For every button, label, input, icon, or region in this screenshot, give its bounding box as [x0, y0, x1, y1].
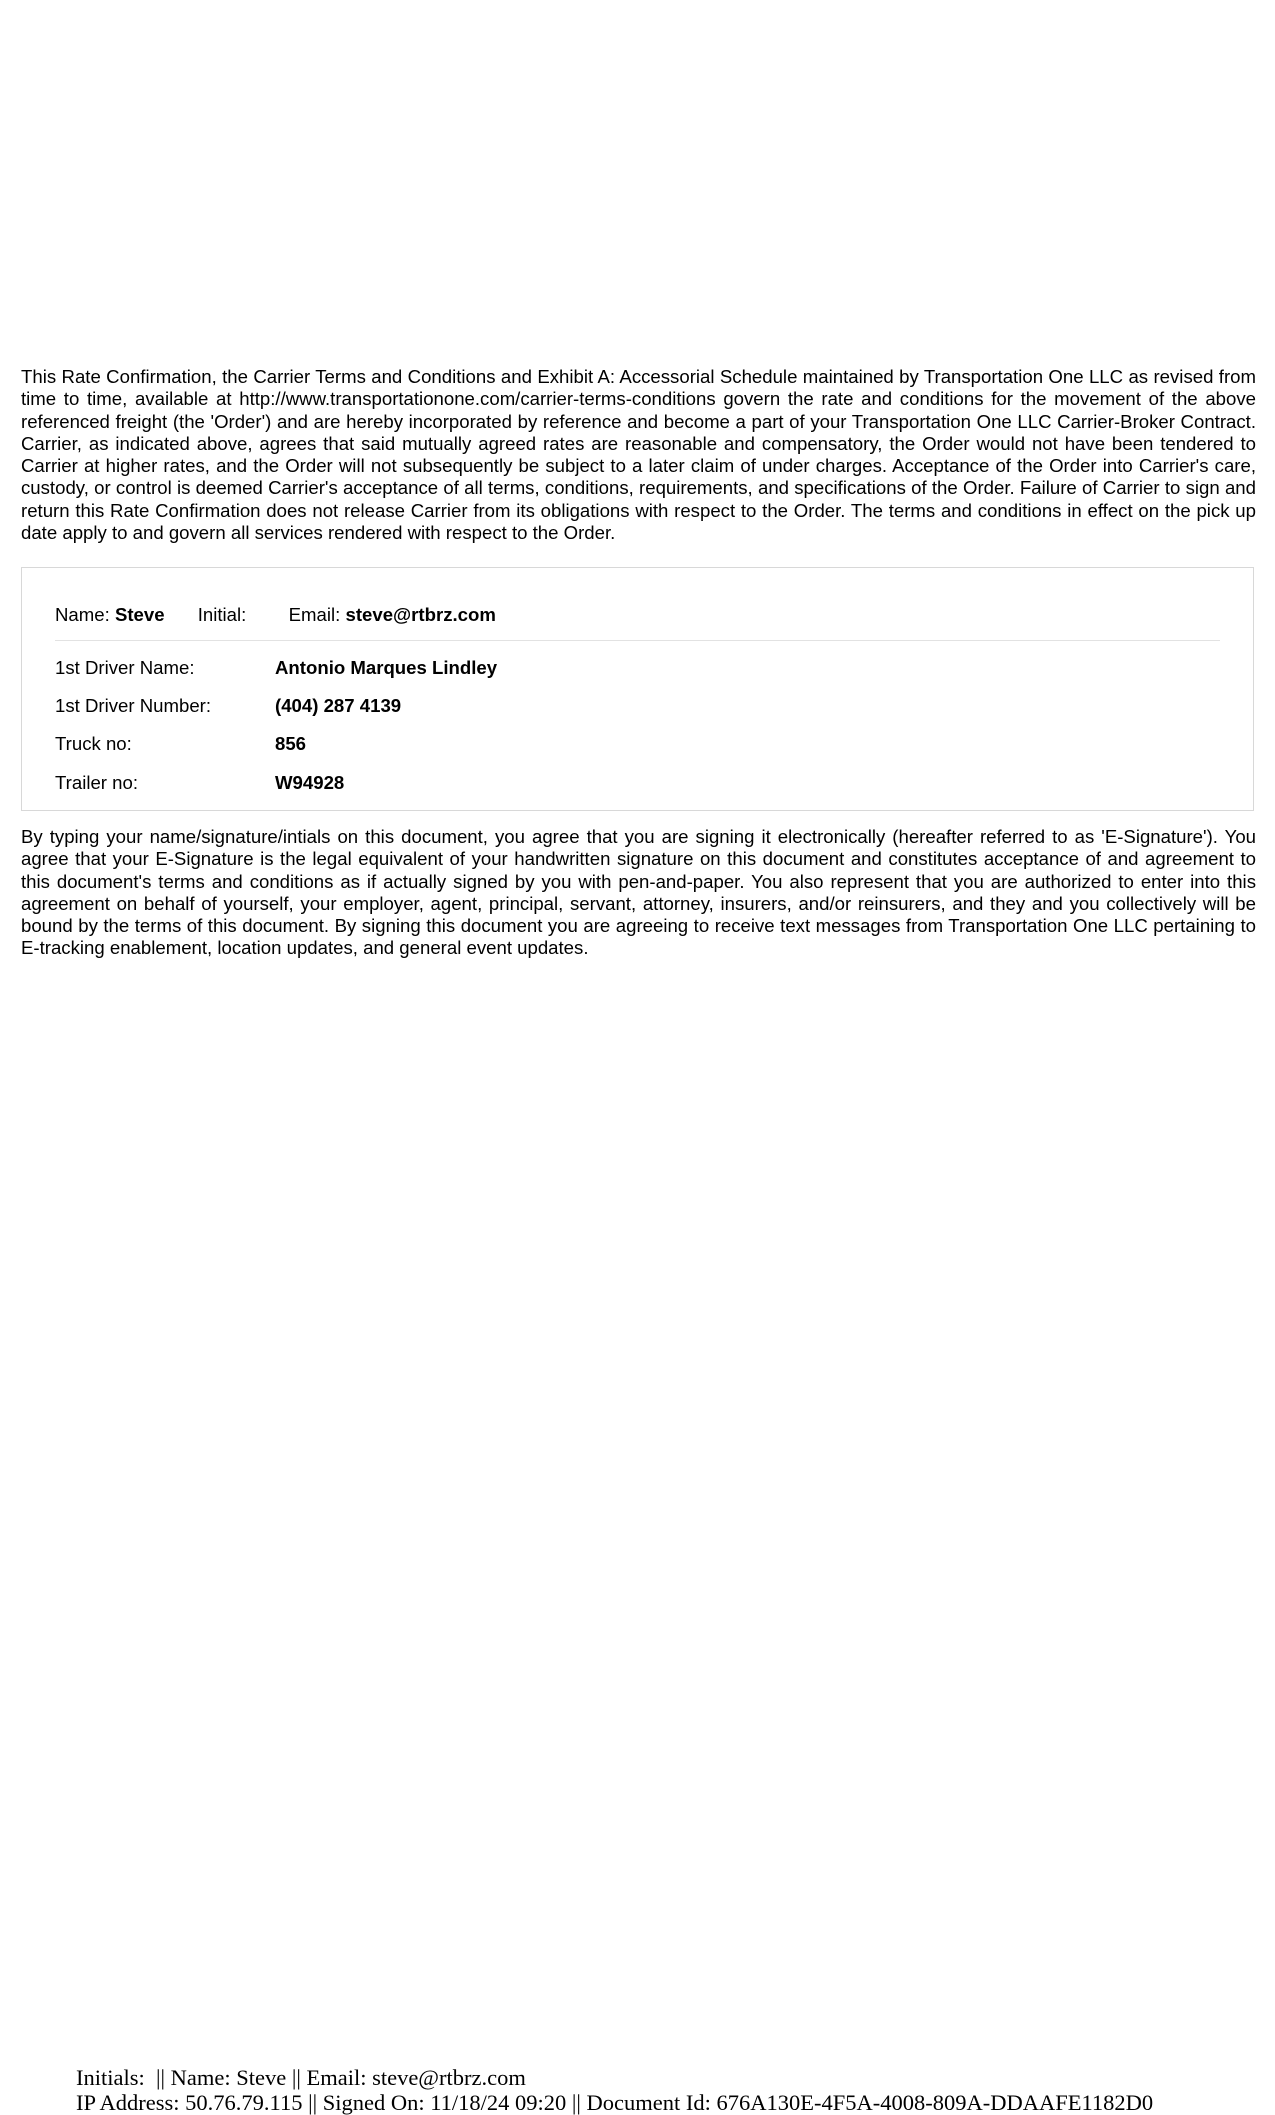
signer-email-label: Email: [288, 604, 341, 625]
field-value: W94928 [275, 772, 345, 793]
signer-name-value: Steve [114, 604, 165, 625]
field-label: 1st Driver Name: [55, 657, 195, 678]
signer-initial [198, 604, 252, 626]
footer-line-audit: IP Address: 50.76.79.115 || Signed On: 11/18/24 09:20 || Document Id: 676A130E-4F5A-4008-809A-DDAAFE1182D0 [76, 2090, 1154, 2115]
field-driver-name [55, 657, 497, 679]
field-label: Trailer no: [55, 772, 139, 793]
field-value: Antonio Marques Lindley [275, 657, 498, 678]
footer-line-signer: Initials: || Name: Steve || Email: steve@rtbrz.com [76, 2065, 526, 2090]
signature-footer [76, 2065, 1153, 2115]
field-value: (404) 287 4139 [275, 695, 402, 716]
field-value: 856 [275, 733, 307, 754]
signature-box [21, 567, 1254, 811]
signer-name-label: Name: [55, 604, 110, 625]
field-driver-number [55, 695, 401, 717]
signer-initial-label: Initial: [197, 604, 247, 625]
field-trailer-no [55, 772, 344, 794]
field-truck-no [55, 733, 306, 755]
signer-name [55, 604, 165, 626]
signer-email-value: steve@rtbrz.com [345, 604, 496, 625]
divider [55, 640, 1220, 641]
terms-paragraph: This Rate Confirmation, the Carrier Terms and Conditions and Exhibit A: Accessorial Schedule maintained by Transportation One LLC as revised from time to time, available at http://www.transportationone.com/carrier-terms-conditions govern the rate and conditions for the movement of the above referenced freight (the 'Order') and are hereby incorporated by reference and become a part of your Transportation One LLC Carrier-Broker Contract. Carrier, as indicated above, agrees that said mutually agreed rates are reasonable and compensatory, the Order would not have been tendered to Carrier at higher rates, and the Order will not subsequently be subject to a later claim of under charges. Acceptance of the Order into Carrier's care, custody, or control is deemed Carrier's acceptance of all terms, conditions, requirements, and specifications of the Order. Failure of Carrier to sign and return this Rate Confirmation does not release Carrier from its obligations with respect to the Order. The terms and conditions in effect on the pick up date apply to and govern all services rendered with respect to the Order. [21, 366, 1256, 544]
esignature-agreement-paragraph: By typing your name/signature/intials on this document, you agree that you are signing it electronically (hereafter referred to as 'E-Signature'). You agree that your E-Signature is the legal equivalent of your handwritten signature on this document and constitutes acceptance of and agreement to this document's terms and conditions as if actually signed by you with pen-and-paper. You also represent that you are authorized to enter into this agreement on behalf of yourself, your employer, agent, principal, servant, attorney, insurers, and/or reinsurers, and they and you collectively will be bound by the terms of this document. By signing this document you are agreeing to receive text messages from Transportation One LLC pertaining to E-tracking enablement, location updates, and general event updates. [21, 826, 1256, 959]
signer-email [289, 604, 496, 626]
field-label: Truck no: [55, 733, 132, 754]
signer-row [55, 604, 496, 626]
field-label: 1st Driver Number: [55, 695, 212, 716]
